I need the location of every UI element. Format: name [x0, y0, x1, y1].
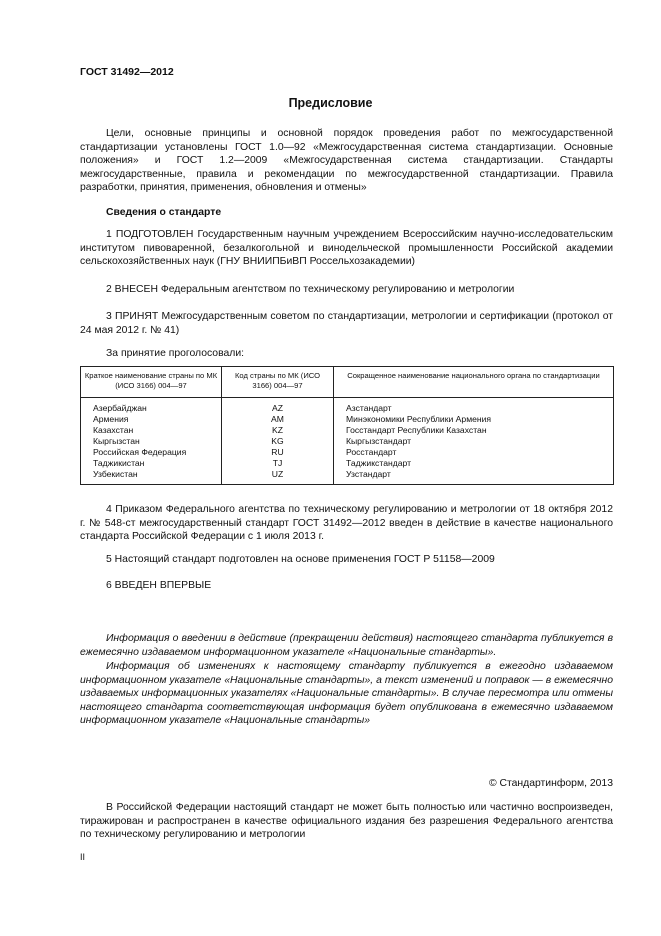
table-row	[81, 425, 614, 436]
country-name: Азербайджан	[81, 398, 222, 415]
standards-body: Таджикстандарт	[334, 458, 614, 469]
item-2-paragraph: 2 ВНЕСЕН Федеральным агентством по техническому регулированию и метрологии	[106, 284, 515, 295]
table-row	[81, 458, 614, 469]
copyright-notice: © Стандартинформ, 2013	[488, 778, 613, 789]
section-heading: Сведения о стандарте	[106, 207, 222, 218]
item-4-paragraph: 4 Приказом Федерального агентства по техническому регулированию и метрологии от 18 октября 2012 г. № 548-ст межгосударственный стандарт ГОСТ 31492—2012 введен в действие в качестве национального стандарта Российской Федерации с 1 июля 2013 г.	[80, 504, 613, 543]
country-name: Казахстан	[81, 425, 222, 436]
country-code: TJ	[222, 458, 334, 469]
country-code: KZ	[222, 425, 334, 436]
item-3-paragraph: 3 ПРИНЯТ Межгосударственным советом по стандартизации, метрологии и сертификации (протокол от 24 мая 2012 г. № 41)	[80, 311, 613, 336]
country-name: Кыргызстан	[81, 436, 222, 447]
table-row	[81, 436, 614, 447]
info-introduction-paragraph: Информация о введении в действие (прекращении действия) настоящего стандарта публикуется в ежемесячно издаваемом информационном указателе «Национальные стандарты».	[80, 633, 613, 658]
table-row	[81, 414, 614, 425]
voting-table	[80, 366, 614, 485]
standards-body: Росстандарт	[334, 447, 614, 458]
country-name: Узбекистан	[81, 469, 222, 485]
country-code: UZ	[222, 469, 334, 485]
country-code: RU	[222, 447, 334, 458]
page-title: Предисловие	[288, 96, 373, 110]
country-code: KG	[222, 436, 334, 447]
item-5-paragraph: 5 Настоящий стандарт подготовлен на основе применения ГОСТ Р 51158—2009	[106, 554, 495, 565]
standards-body: Азстандарт	[334, 398, 614, 415]
country-name: Российская Федерация	[81, 447, 222, 458]
intro-paragraph: Цели, основные принципы и основной порядок проведения работ по межгосударственной стандартизации установлены ГОСТ 1.0—92 «Межгосударственная система стандартизации. Основные положения» и ГОСТ 1.2—2009 «Межгосударственная система стандартизации. Стандарты межгосударственные, правила и рекомендации по межгосударственной стандартизации. Правила разработки, принятия, применения, обновления и отмены»	[80, 128, 613, 194]
table-row	[81, 447, 614, 458]
table-row	[81, 469, 614, 485]
vote-intro: За принятие проголосовали:	[106, 348, 245, 359]
standards-body: Госстандарт Республики Казахстан	[334, 425, 614, 436]
info-changes-paragraph: Информация об изменениях к настоящему стандарту публикуется в ежегодно издаваемом информационном указателе «Национальные стандарты», а текст изменений и поправок — в ежемесячно издаваемых информационных указателях «Национальные стандарты». В случае пересмотра или отмены настоящего стандарта соответствующая информация будет опубликована в ежемесячно издаваемом информационном указателе «Национальные стандарты»	[80, 661, 613, 727]
document-code: ГОСТ 31492—2012	[80, 66, 174, 78]
legal-notice-paragraph: В Российской Федерации настоящий стандарт не может быть полностью или частично воспроизведен, тиражирован и распространен в качестве официального издания без разрешения Федерального агентства по техническому регулированию и метрологии	[80, 802, 613, 841]
standards-body: Минэкономики Республики Армения	[334, 414, 614, 425]
table-header-body: Сокращенное наименование национального органа по стандартизации	[334, 367, 614, 398]
country-name: Армения	[81, 414, 222, 425]
table-row	[81, 398, 614, 415]
country-code: AM	[222, 414, 334, 425]
country-code: AZ	[222, 398, 334, 415]
item-6-paragraph: 6 ВВЕДЕН ВПЕРВЫЕ	[106, 580, 212, 591]
page-number: II	[80, 852, 86, 862]
standards-body: Кыргызстандарт	[334, 436, 614, 447]
table-header-row	[81, 367, 614, 398]
standards-body: Узстандарт	[334, 469, 614, 485]
table-header-code: Код страны по МК (ИСО 3166) 004—97	[222, 367, 334, 398]
table-header-country: Краткое наименование страны по МК (ИСО 3166) 004—97	[81, 367, 222, 398]
item-1-paragraph: 1 ПОДГОТОВЛЕН Государственным научным учреждением Всероссийским научно-исследовательским институтом пивоваренной, безалкогольной и винодельческой промышленности Российской академии сельскохозяйственных наук (ГНУ ВНИИПБиВП Россельхозакадемии)	[80, 229, 613, 268]
country-name: Таджикистан	[81, 458, 222, 469]
